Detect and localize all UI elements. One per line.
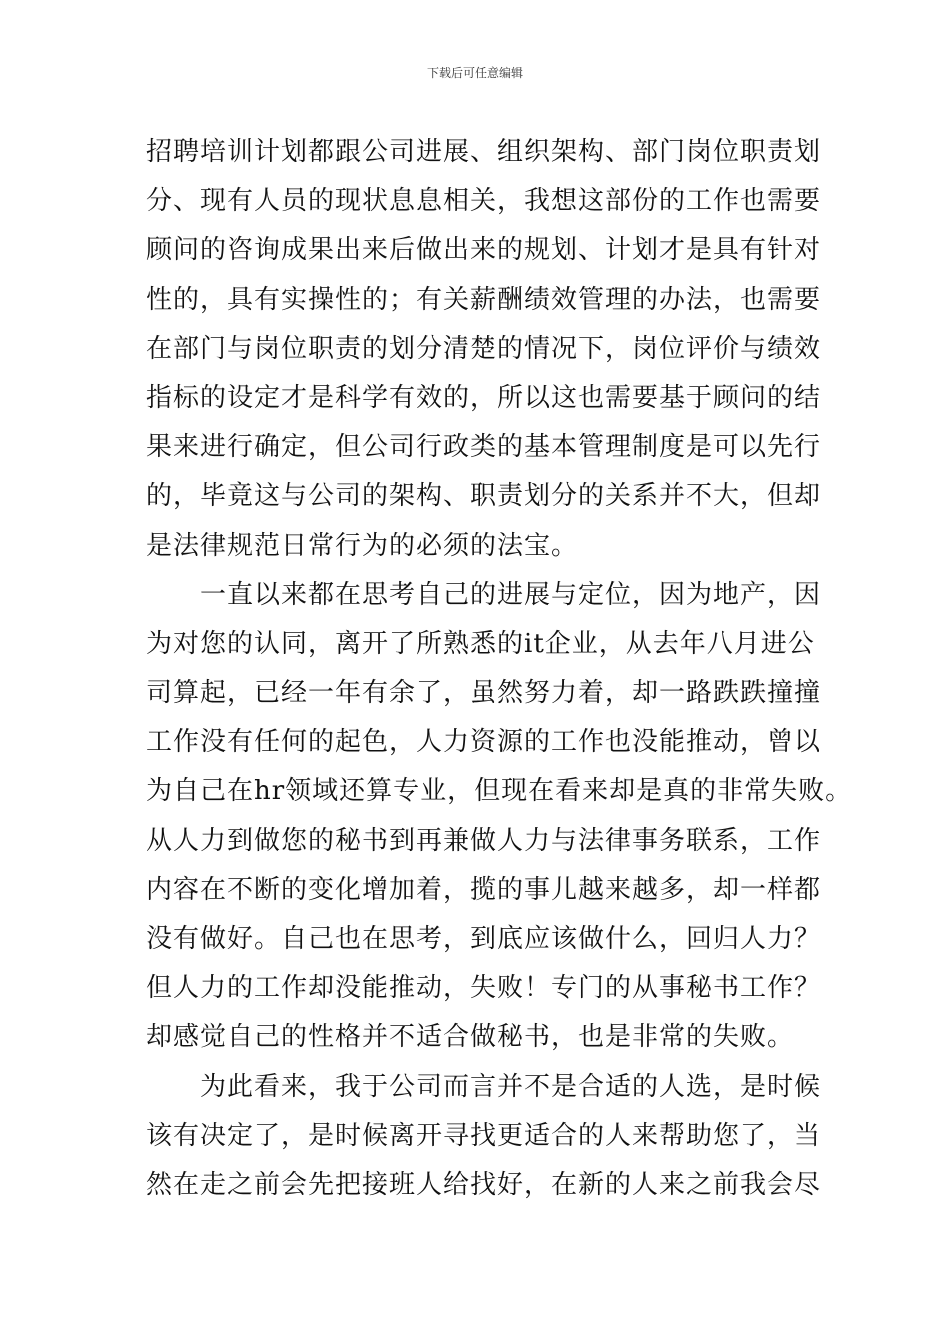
text-line: 该有决定了，是时候离开寻找更适合的人来帮助您了，当 xyxy=(146,1120,822,1151)
text-line: 的，毕竟这与公司的架构、职责划分的关系并不大，但却 xyxy=(146,481,822,512)
text-line: 司算起，已经一年有余了，虽然努力着，却一路跌跌撞撞 xyxy=(146,678,822,709)
document-body xyxy=(146,128,853,1210)
page-header: 下载后可任意编辑 xyxy=(426,66,523,80)
text-line: 为对您的认同，离开了所熟悉的it企业，从去年八月进公 xyxy=(146,628,815,659)
text-line: 分、现有人员的现状息息相关，我想这部份的工作也需要 xyxy=(146,186,822,217)
text-line: 却感觉自己的性格并不适合做秘书，也是非常的失败。 xyxy=(146,1022,795,1053)
text-line: 是法律规范日常行为的必须的法宝。 xyxy=(146,530,579,561)
text-line: 但人力的工作却没能推动，失败！专门的从事秘书工作？ xyxy=(146,973,822,1004)
text-line: 果来进行确定，但公司行政类的基本管理制度是可以先行 xyxy=(146,432,822,463)
text-line: 从人力到做您的秘书到再兼做人力与法律事务联系，工作 xyxy=(146,825,822,856)
text-line: 顾问的咨询成果出来后做出来的规划、计划才是具有针对 xyxy=(146,235,822,266)
text-line: 性的，具有实操性的；有关薪酬绩效管理的办法，也需要 xyxy=(146,284,822,315)
text-line: 工作没有任何的起色，人力资源的工作也没能推动，曾以 xyxy=(146,727,822,758)
text-line: 指标的设定才是科学有效的，所以这也需要基于顾问的结 xyxy=(146,382,822,413)
text-line: 内容在不断的变化增加着，揽的事儿越来越多，却一样都 xyxy=(146,874,822,905)
text-line: 没有做好。自己也在思考，到底应该做什么，回归人力？ xyxy=(146,924,822,954)
text-line: 然在走之前会先把接班人给找好，在新的人来之前我会尽 xyxy=(146,1169,822,1200)
text-line: 为此看来，我于公司而言并不是合适的人选，是时候 xyxy=(146,1071,822,1102)
text-line: 招聘培训计划都跟公司进展、组织架构、部门岗位职责划 xyxy=(146,137,822,167)
text-line: 一直以来都在思考自己的进展与定位，因为地产，因 xyxy=(146,579,822,610)
text-line: 在部门与岗位职责的划分清楚的情况下，岗位评价与绩效 xyxy=(146,333,822,364)
text-line: 为自己在hr领域还算专业，但现在看来却是真的非常失败。 xyxy=(146,776,853,807)
